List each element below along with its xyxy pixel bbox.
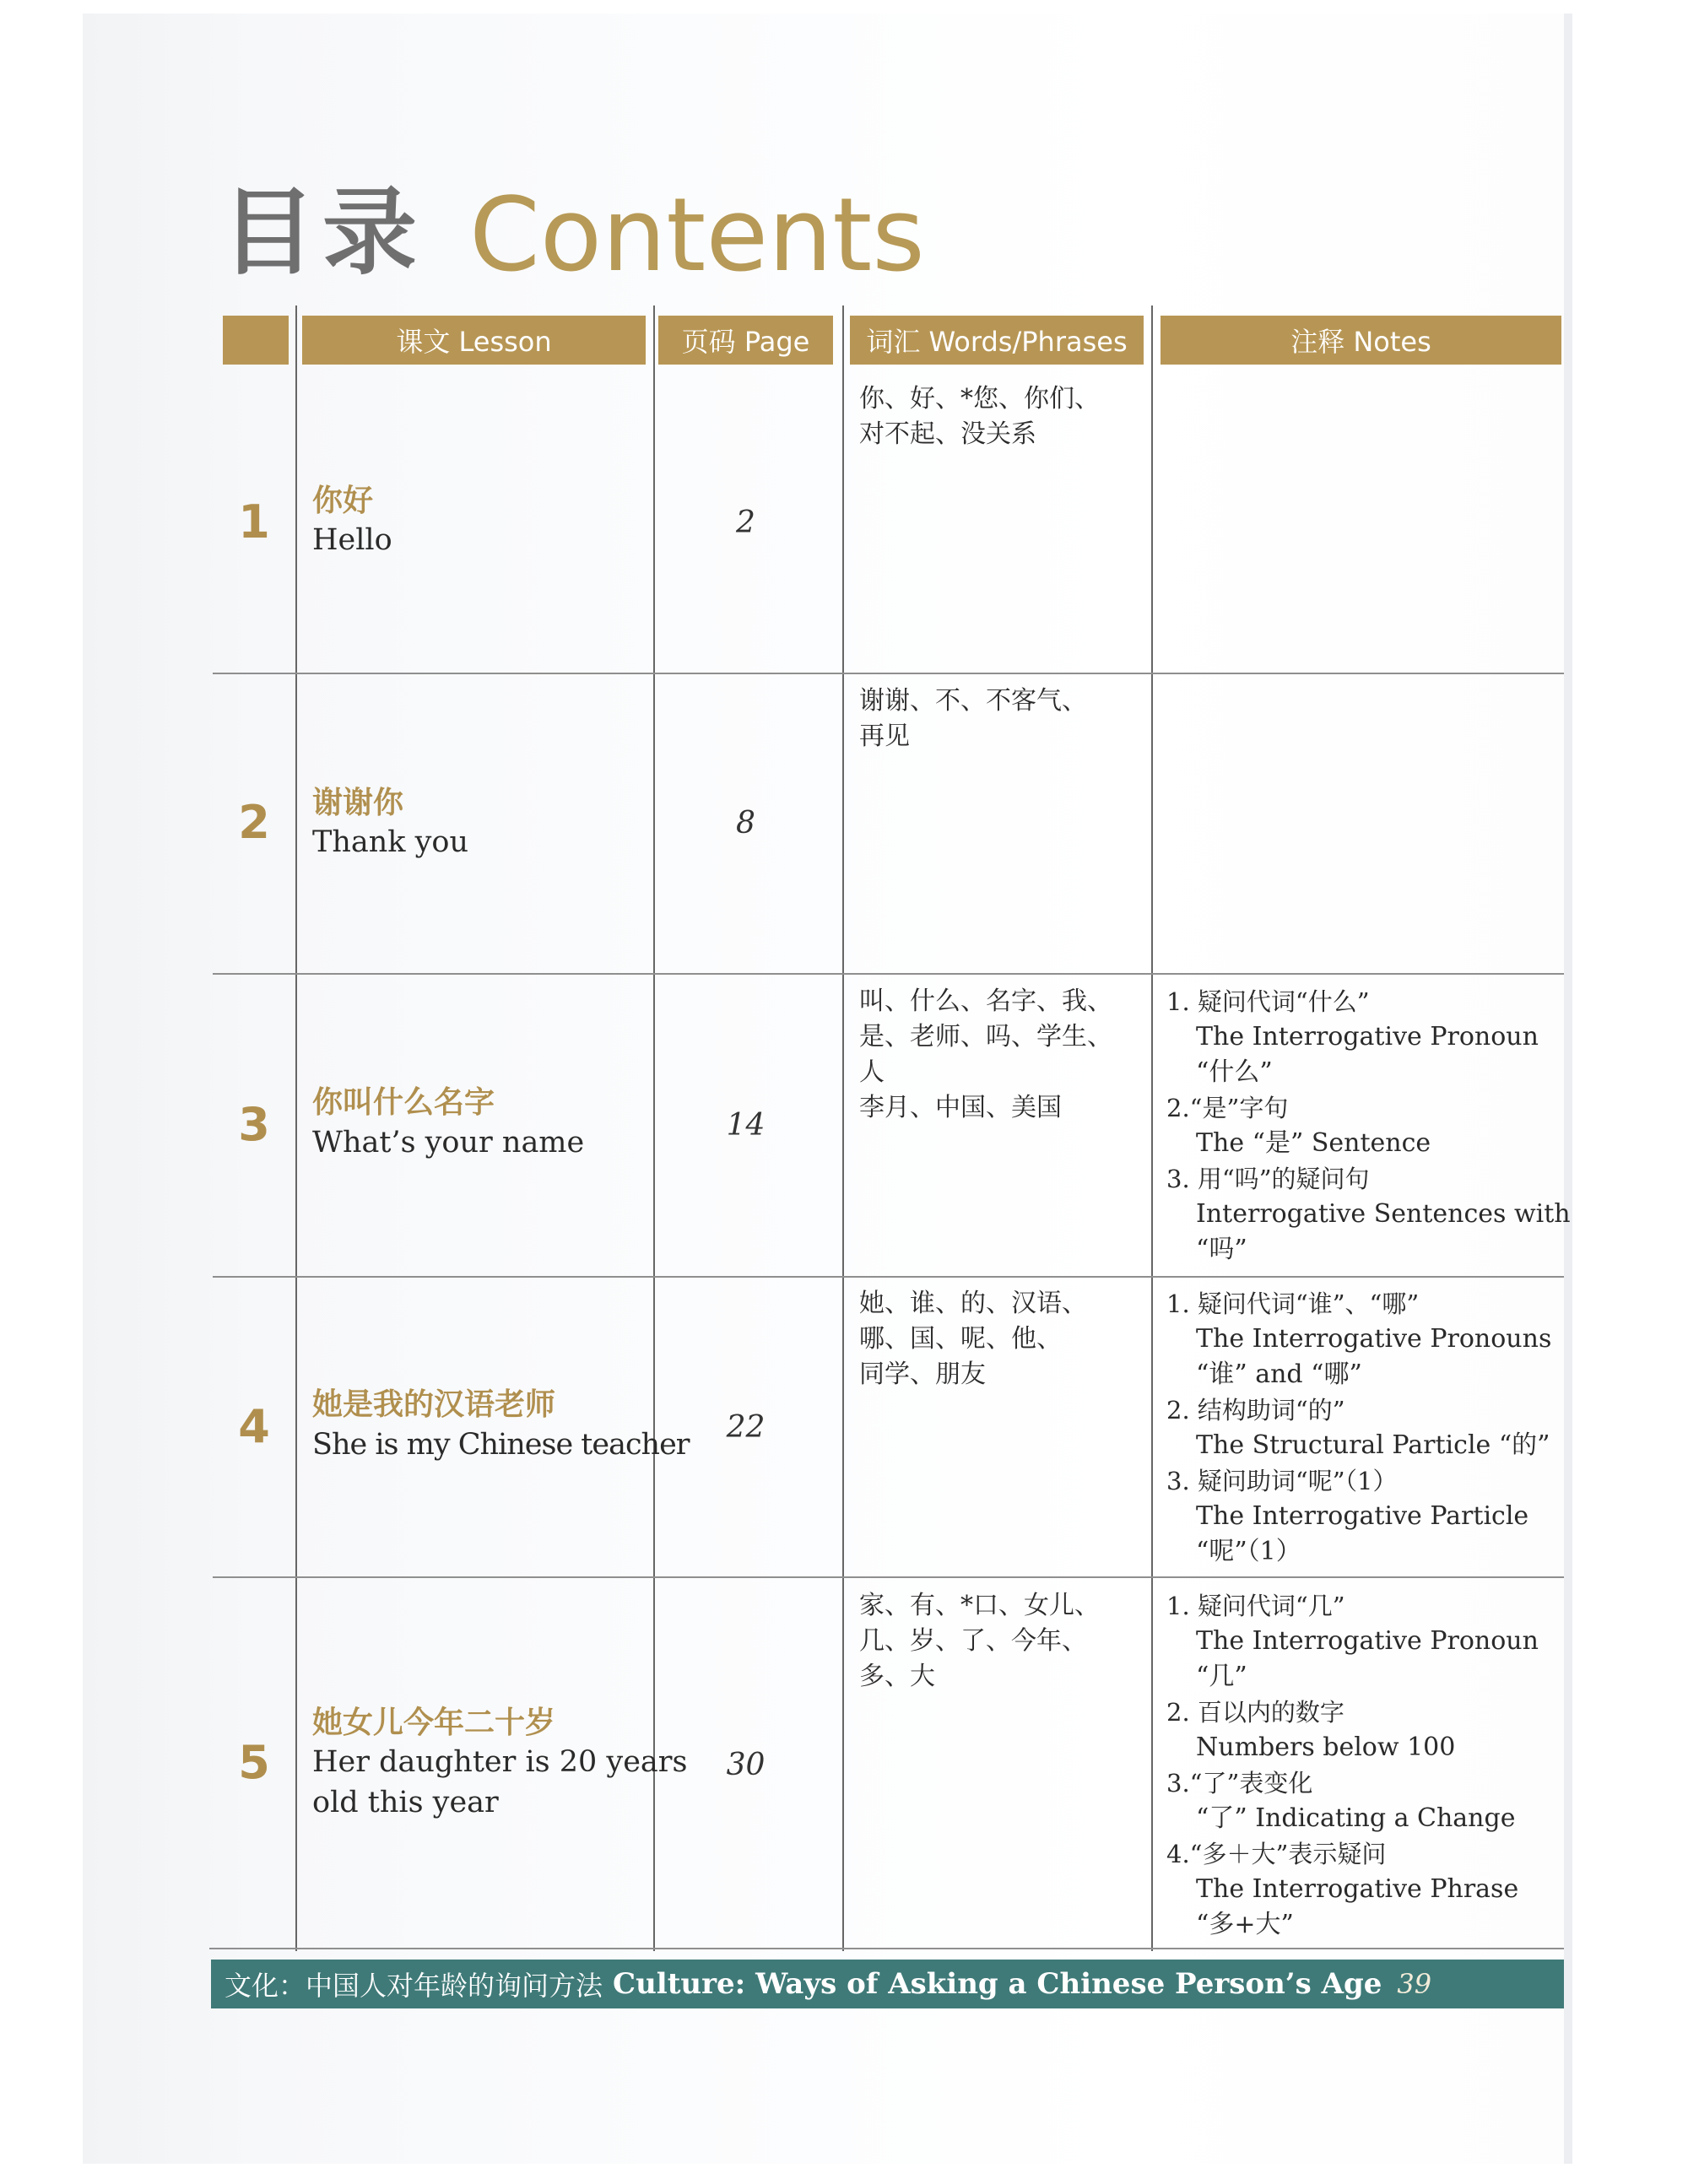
header-number-cell: [223, 316, 289, 365]
lesson-title-english: Her daughter is 20 years old this year: [312, 1745, 688, 1819]
lesson-page: 30: [726, 1748, 766, 1782]
lesson-notes: 1. 疑问代词“几” The Interrogative Pronoun “几” 2. 百以内的数字 Numbers below 100 3.“了”表变化 “了” Indicating a Change 4.“多＋大”表示疑问 The Interrogative Phrase “多+大”: [1166, 1592, 1539, 1939]
lesson-title-english: Hello: [312, 523, 392, 557]
column-divider: [1151, 305, 1153, 1951]
title-chinese: 目录: [221, 178, 424, 288]
column-divider: [295, 305, 297, 1951]
title-english: Contents: [469, 177, 925, 295]
lesson-number: 2: [238, 796, 270, 849]
lesson-title-chinese: 你好: [312, 483, 374, 518]
lesson-page: 8: [736, 806, 755, 841]
lesson-words: 你、好、*您、你们、 对不起、没关系: [859, 384, 1100, 449]
lesson-words: 她、谁、的、汉语、 哪、国、呢、他、 同学、朋友: [859, 1289, 1087, 1389]
lesson-number: 5: [238, 1736, 270, 1789]
culture-bar: [211, 1960, 1564, 2008]
lesson-title-chinese: 谢谢你: [312, 785, 404, 820]
culture-title-english: Culture: Ways of Asking a Chinese Person’s Age: [613, 1967, 1382, 2001]
row-divider: [213, 1576, 1564, 1578]
header-lesson: 课文 Lesson: [302, 316, 646, 365]
row-divider: [209, 1948, 1564, 1949]
lesson-title-chinese: 你叫什么名字: [312, 1084, 495, 1120]
lesson-number: 1: [238, 495, 270, 549]
page-edge-shadow: [1564, 14, 1572, 2164]
lesson-title-english: Thank you: [312, 825, 469, 859]
header-page: 页码 Page: [658, 316, 833, 365]
lesson-notes: 1. 疑问代词“谁”、“哪” The Interrogative Pronouns “谁” and “哪” 2. 结构助词“的” The Structural Particle “的” 3. 疑问助词“呢”（1） The Interrogative Particle “呢”（1）: [1166, 1289, 1552, 1566]
lesson-title-english: She is my Chinese teacher: [312, 1428, 690, 1462]
lesson-title-chinese: 她是我的汉语老师: [312, 1387, 556, 1422]
lesson-title-english: What’s your name: [312, 1126, 585, 1160]
lesson-page: 22: [726, 1410, 766, 1445]
lesson-title-chinese: 她女儿今年二十岁: [312, 1705, 556, 1740]
header-words: 词汇 Words/Phrases: [850, 316, 1144, 365]
row-divider: [213, 973, 1564, 975]
lesson-number: 3: [238, 1098, 270, 1151]
lesson-words: 家、有、*口、女儿、 几、岁、了、今年、 多、大: [859, 1591, 1100, 1691]
row-divider: [213, 673, 1564, 674]
lesson-notes: 1. 疑问代词“什么” The Interrogative Pronoun “什么” 2.“是”字句 The “是” Sentence 3. 用“吗”的疑问句 Interrogative Sentences with “吗”: [1166, 987, 1571, 1264]
culture-page: 39: [1397, 1968, 1432, 2000]
lesson-page: 14: [726, 1108, 766, 1143]
lesson-words: 叫、什么、名字、我、 是、老师、吗、学生、 人 李月、中国、美国: [859, 987, 1112, 1122]
culture-title-chinese: 文化：中国人对年龄的询问方法: [225, 1970, 603, 2002]
header-notes: 注释 Notes: [1160, 316, 1561, 365]
column-divider: [842, 305, 844, 1951]
lesson-number: 4: [238, 1400, 270, 1453]
row-divider: [213, 1276, 1564, 1278]
lesson-page: 2: [736, 505, 755, 540]
lesson-words: 谢谢、不、不客气、 再见: [859, 686, 1087, 751]
column-divider: [653, 305, 655, 1951]
